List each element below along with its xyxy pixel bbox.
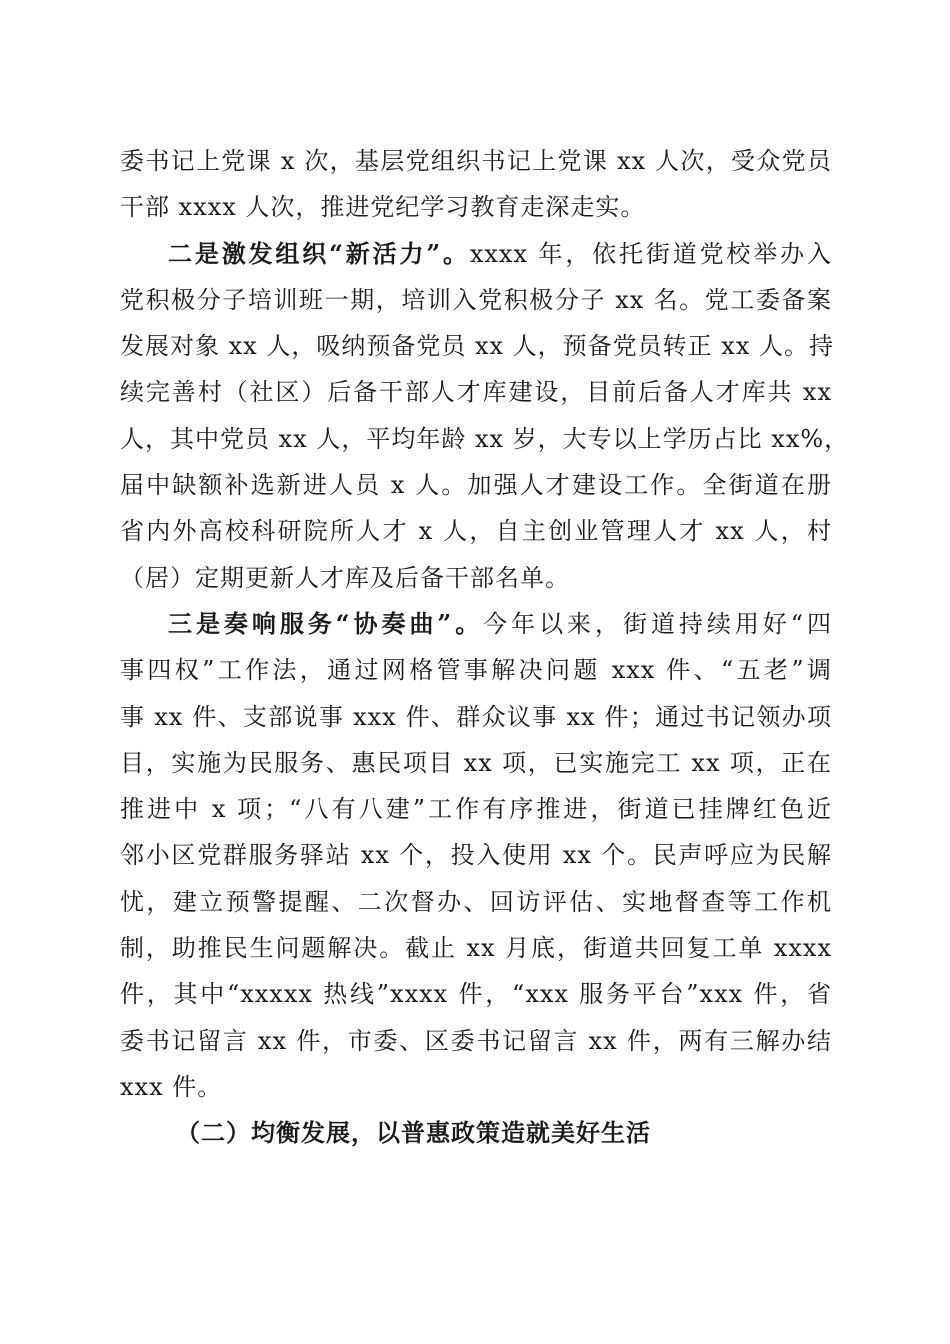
paragraph-3-lead: 三是奏响服务“协奏曲”。 <box>168 608 484 638</box>
paragraph-3-line-7: 忧，建立预警提醒、二次督办、回访评估、实地督查等工作机 <box>120 887 832 916</box>
paragraph-3-line-1 <box>120 601 832 647</box>
section-heading: （二）均衡发展，以普惠政策造就美好生活 <box>176 1118 651 1148</box>
paragraph-3-line-8: 制，助推民生问题解决。截止 xx 月底，街道共回复工单 xxxx <box>120 934 832 963</box>
paragraph-2-line-3: 发展对象 xx 人，吸纳预备党员 xx 人，预备党员转正 xx 人。持 <box>120 332 834 361</box>
document-page <box>120 138 850 1157</box>
paragraph-3-line-6: 邻小区党群服务驿站 xx 个，投入使用 xx 个。民声呼应为民解 <box>120 841 832 870</box>
paragraph-3-line-4: 目，实施为民服务、惠民项目 xx 项，已实施完工 xx 项，正在 <box>120 748 832 777</box>
paragraph-1-line-2: 干部 xxxx 人次，推进党纪学习教育走深走实。 <box>120 193 646 222</box>
paragraph-2-line-8: （居）定期更新人才库及后备干部名单。 <box>120 563 570 592</box>
paragraph-3-line-1-text: 今年以来，街道持续用好“四 <box>483 609 832 638</box>
paragraph-2-line-4: 续完善村（社区）后备干部人才库建设，目前后备人才库共 xx <box>120 378 832 407</box>
paragraph-2-lead: 二是激发组织“新活力”。 <box>168 238 470 268</box>
paragraph-3-line-10: 委书记留言 xx 件，市委、区委书记留言 xx 件，两有三解办结 <box>120 1026 832 1055</box>
paragraph-3-line-11: xxx 件。 <box>120 1072 223 1101</box>
paragraph-3-line-9: 件，其中“xxxxx 热线”xxxx 件，“xxx 服务平台”xxx 件，省 <box>120 980 832 1009</box>
paragraph-2-line-6: 届中缺额补选新进人员 x 人。加强人才建设工作。全街道在册 <box>120 471 832 500</box>
paragraph-3-line-5: 推进中 x 项；“八有八建”工作有序推进，街道已挂牌红色近 <box>120 795 832 824</box>
paragraph-2-line-7: 省内外高校科研院所人才 x 人，自主创业管理人才 xx 人，村 <box>120 517 832 546</box>
paragraph-2-line-1 <box>120 231 832 277</box>
paragraph-3-line-2: 事四权”工作法，通过网格管事解决问题 xxx 件、“五老”调 <box>120 656 832 685</box>
paragraph-2-line-5: 人，其中党员 xx 人，平均年龄 xx 岁，大专以上学历占比 xx%， <box>120 424 850 453</box>
paragraph-2-line-1-text: xxxx 年，依托街道党校举办入 <box>469 239 832 268</box>
paragraph-2-line-2: 党积极分子培训班一期，培训入党积极分子 xx 名。党工委备案 <box>120 285 832 314</box>
paragraph-3-line-3: 事 xx 件、支部说事 xxx 件、群众议事 xx 件；通过书记领办项 <box>120 702 832 731</box>
paragraph-1-line-1: 委书记上党课 x 次，基层党组织书记上党课 xx 人次，受众党员 <box>120 147 832 175</box>
